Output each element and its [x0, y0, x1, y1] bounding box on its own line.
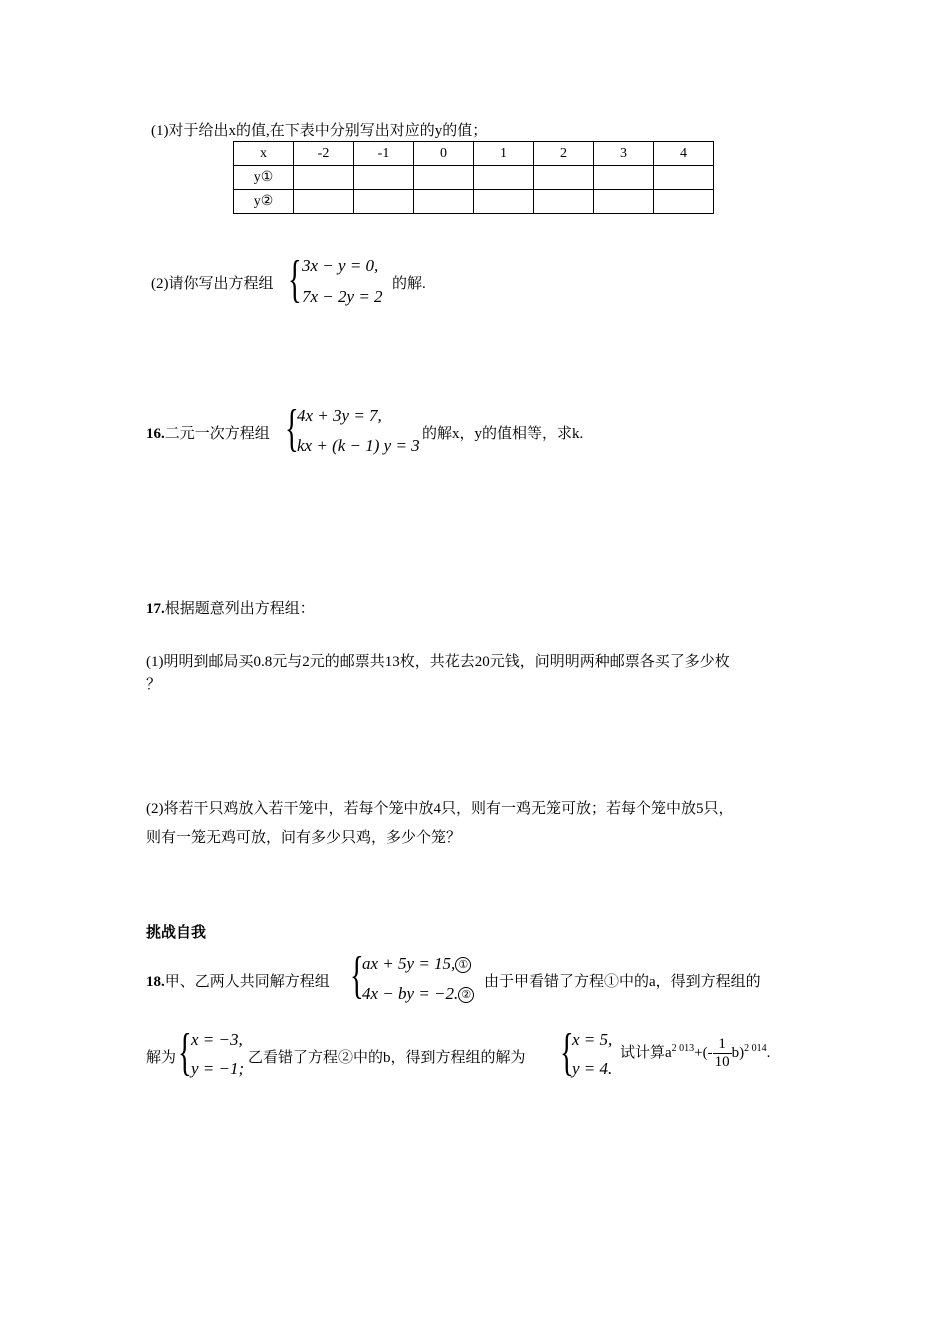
q18-middle: 由于甲看错了方程①中的a，得到方程组的	[484, 974, 761, 990]
value-table	[233, 141, 714, 214]
left-brace: {	[560, 1024, 574, 1081]
solution-line: x = 5,	[572, 1030, 613, 1049]
exponent: 2 013	[671, 1042, 695, 1054]
table-cell-blank	[354, 190, 414, 214]
equation-line: 3x − y = 0,	[302, 256, 379, 275]
section-title: 挑战自我	[146, 925, 207, 941]
q17-title: 根据题意列出方程组：	[164, 601, 315, 617]
table-cell-blank	[654, 190, 714, 214]
table-cell-blank	[474, 166, 534, 190]
table-cell-blank	[654, 166, 714, 190]
question-number: 17.	[146, 601, 165, 617]
calc-end: .	[766, 1044, 771, 1061]
table-cell: -1	[354, 142, 414, 166]
fraction-denominator: 10	[714, 1054, 730, 1070]
q17-part1-line1: (1)明明到邮局买0.8元与2元的邮票共13枚，共花去20元钱，问明明两种邮票各买了多少枚	[146, 654, 730, 670]
q17-part2-line2: 则有一笼无鸡可放，问有多少只鸡，多少个笼？	[146, 830, 462, 846]
table-cell: 1	[474, 142, 534, 166]
q15-part2-suffix: 的解.	[392, 276, 426, 292]
circled-one-mark: ①	[455, 957, 471, 973]
circled-two-mark: ②	[458, 987, 474, 1003]
table-cell: 4	[654, 142, 714, 166]
q17-part1-line2: ？	[146, 677, 162, 693]
q18-line2-middle: 乙看错了方程②中的b，得到方程组的解为	[248, 1050, 526, 1066]
fraction-numerator: 1	[713, 1036, 732, 1054]
calc-b: b)	[731, 1044, 745, 1061]
q15-part2-prefix: (2)请你写出方程组	[151, 276, 274, 292]
q17-part2-line1: (2)将若干只鸡放入若干笼中，若每个笼中放4只，则有一鸡无笼可放；若每个笼中放5只，	[146, 801, 734, 817]
table-cell: 3	[594, 142, 654, 166]
table-cell: 0	[414, 142, 474, 166]
question-number: 18.	[146, 974, 165, 990]
calc-prefix: 试计算a	[620, 1044, 672, 1061]
q16-prefix: 二元一次方程组	[164, 426, 270, 442]
table-row	[234, 166, 714, 190]
q16-suffix: 的解x，y的值相等，求k.	[422, 426, 584, 442]
equation-line: 4x − by = −2.	[362, 984, 459, 1003]
table-cell-blank	[594, 166, 654, 190]
solution-line: x = −3,	[191, 1030, 243, 1049]
question-number: 16.	[146, 426, 165, 442]
table-cell-blank	[294, 190, 354, 214]
table-cell-blank	[594, 190, 654, 214]
table-header-row	[234, 142, 714, 166]
table-cell-blank	[294, 166, 354, 190]
exponent: 2 014	[744, 1042, 767, 1054]
table-cell-blank	[414, 190, 474, 214]
table-row-label: y①	[234, 166, 294, 190]
equation-line: ax + 5y = 15,	[362, 954, 456, 973]
table-cell: x	[234, 142, 294, 166]
solution-line: y = −1;	[191, 1059, 245, 1078]
table-cell-blank	[534, 166, 594, 190]
left-brace: {	[350, 947, 364, 1004]
left-brace: {	[288, 251, 302, 308]
table-cell-blank	[414, 166, 474, 190]
fraction	[713, 1036, 732, 1071]
left-brace: {	[178, 1024, 192, 1081]
solution-line: y = 4.	[572, 1059, 613, 1078]
q18-line2-prefix: 解为	[146, 1050, 177, 1066]
left-brace: {	[285, 400, 299, 457]
table-cell: 2	[534, 142, 594, 166]
q18-prefix: 甲、乙两人共同解方程组	[164, 974, 330, 990]
table-cell: -2	[294, 142, 354, 166]
equation-line: kx + (k − 1) y = 3	[297, 436, 420, 455]
q15-part1-text: (1)对于给出x的值,在下表中分别写出对应的y的值；	[151, 123, 488, 139]
equation-line: 7x − 2y = 2	[302, 287, 383, 306]
table-row	[234, 190, 714, 214]
table-cell-blank	[534, 190, 594, 214]
calc-mid: +(-	[694, 1044, 713, 1061]
table-row-label: y②	[234, 190, 294, 214]
table-cell-blank	[474, 190, 534, 214]
table-cell-blank	[354, 166, 414, 190]
q18-calc-expression	[620, 1036, 770, 1071]
equation-line: 4x + 3y = 7,	[297, 406, 382, 425]
